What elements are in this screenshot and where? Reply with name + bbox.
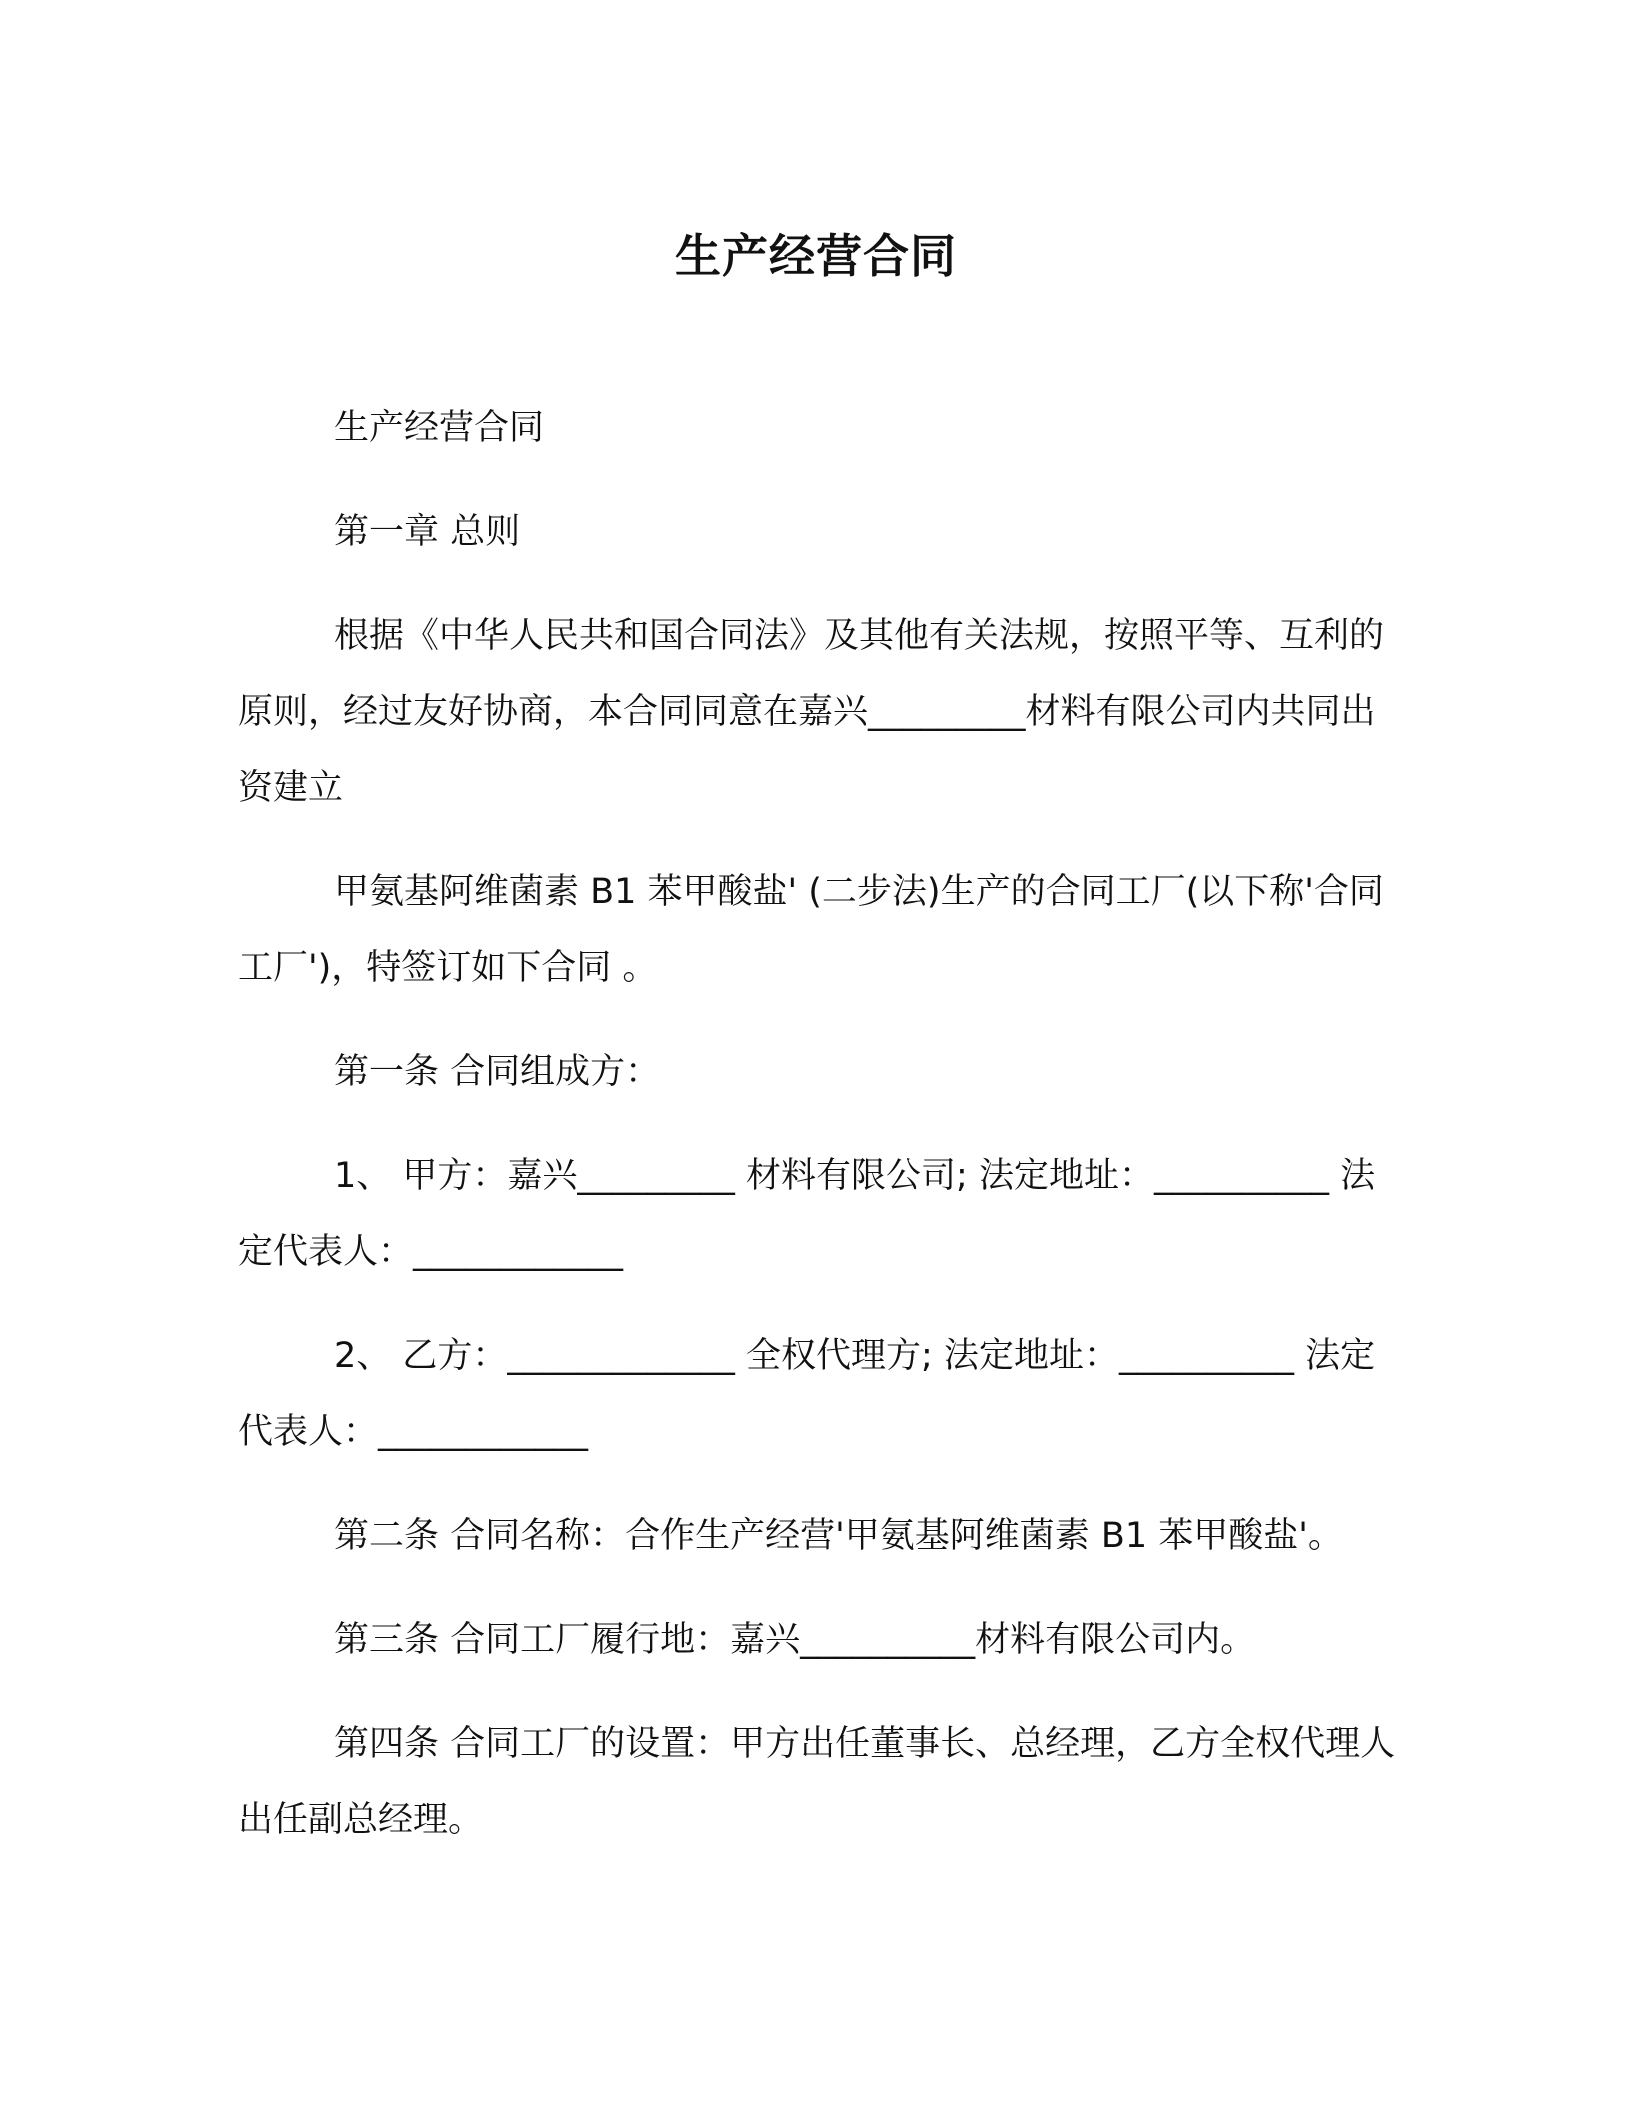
paragraph-product: 甲氨基阿维菌素 B1 苯甲酸盐' (二步法)生产的合同工厂(以下称'合同工厂')，特签订如下合同 。 [238, 872, 1384, 988]
party-b-clause: 2、 乙方：_____________ 全权代理方; 法定地址：__________ 法定代表人：____________ [238, 1336, 1376, 1452]
paragraph-heading: 生产经营合同 [334, 408, 545, 448]
document-body [238, 390, 1398, 1886]
paragraph-intro: 根据《中华人民共和国合同法》及其他有关法规，按照平等、互利的原则，经过友好协商，本合同同意在嘉兴_________材料有限公司内共同出资建立 [238, 616, 1385, 808]
article-4: 第四条 合同工厂的设置：甲方出任董事长、总经理，乙方全权代理人出任副总经理。 [238, 1724, 1396, 1840]
document-title: 生产经营合同 [675, 229, 957, 283]
article-3: 第三条 合同工厂履行地：嘉兴__________材料有限公司内。 [334, 1620, 1256, 1660]
chapter-heading: 第一章 总则 [334, 512, 521, 552]
party-a-clause: 1、 甲方：嘉兴_________ 材料有限公司; 法定地址：__________ 法定代表人：____________ [238, 1156, 1376, 1272]
article-2: 第二条 合同名称：合作生产经营'甲氨基阿维菌素 B1 苯甲酸盐'。 [334, 1516, 1343, 1556]
article-1-heading: 第一条 合同组成方： [334, 1052, 661, 1092]
